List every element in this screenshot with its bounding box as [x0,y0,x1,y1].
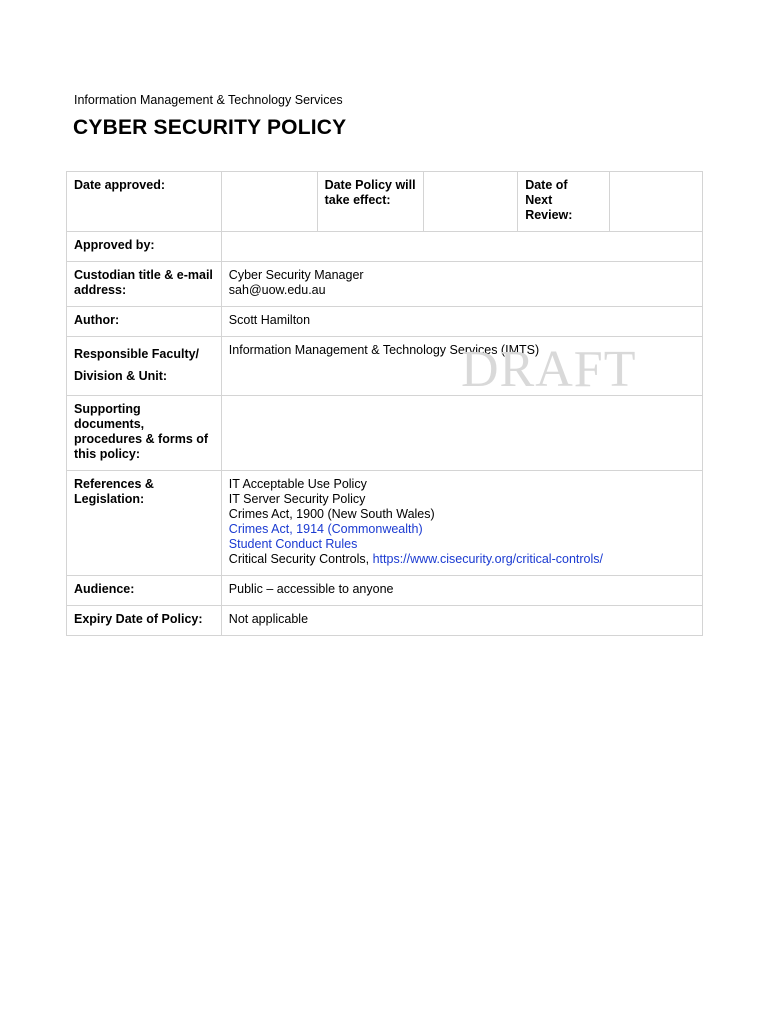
author-label: Author: [67,307,222,337]
custodian-label: Custodian title & e-mail address: [67,262,222,307]
author-value: Scott Hamilton [221,307,702,337]
references-label: References & Legislation: [67,471,222,576]
custodian-row [67,262,703,307]
next-review-value [610,172,703,232]
draft-watermark: DRAFT [461,341,637,398]
reference-item: IT Acceptable Use Policy [228,477,367,491]
supporting-label: Supporting documents, procedures & forms of this policy: [67,396,222,471]
date-effect-label-text: Date Policy will take effect: [324,178,416,207]
reference-link[interactable]: Crimes Act, 1914 (Commonwealth) [228,522,423,536]
reference-item: Crimes Act, 1900 (New South Wales) [228,507,435,521]
expiry-label: Expiry Date of Policy: [67,606,222,636]
reference-text: Critical Security Controls, [228,552,373,566]
page-title: CYBER SECURITY POLICY [73,116,347,139]
policy-details-table [66,171,703,636]
reference-item [229,552,695,567]
author-row [67,307,703,337]
responsible-value: Information Management & Technology Services (IMTS) [221,337,702,396]
date-effect-label [317,172,424,232]
next-review-label-text: Date of Next Review: [525,178,573,222]
responsible-label-line2: Division & Unit: [74,369,168,383]
approved-by-value [221,232,702,262]
dates-row [67,172,703,232]
reference-link[interactable]: Student Conduct Rules [228,537,358,551]
reference-item: IT Server Security Policy [228,492,366,506]
responsible-label-line1: Responsible Faculty/ [74,347,200,361]
custodian-title: Cyber Security Manager [228,268,364,282]
date-approved-value [221,172,317,232]
references-list [221,471,702,576]
expiry-row [67,606,703,636]
audience-value: Public – accessible to anyone [221,576,702,606]
approved-by-row [67,232,703,262]
responsible-label [67,337,222,396]
references-row [67,471,703,576]
next-review-label [518,172,610,232]
supporting-value [221,396,702,471]
custodian-value [221,262,702,307]
audience-row [67,576,703,606]
date-approved-label: Date approved: [67,172,222,232]
audience-label: Audience: [67,576,222,606]
custodian-email: sah@uow.edu.au [228,283,326,297]
department-header: Information Management & Technology Services [74,93,343,107]
date-effect-value [424,172,518,232]
approved-by-label: Approved by: [67,232,222,262]
supporting-row [67,396,703,471]
reference-link[interactable]: https://www.cisecurity.org/critical-controls/ [372,552,603,566]
expiry-value: Not applicable [221,606,702,636]
